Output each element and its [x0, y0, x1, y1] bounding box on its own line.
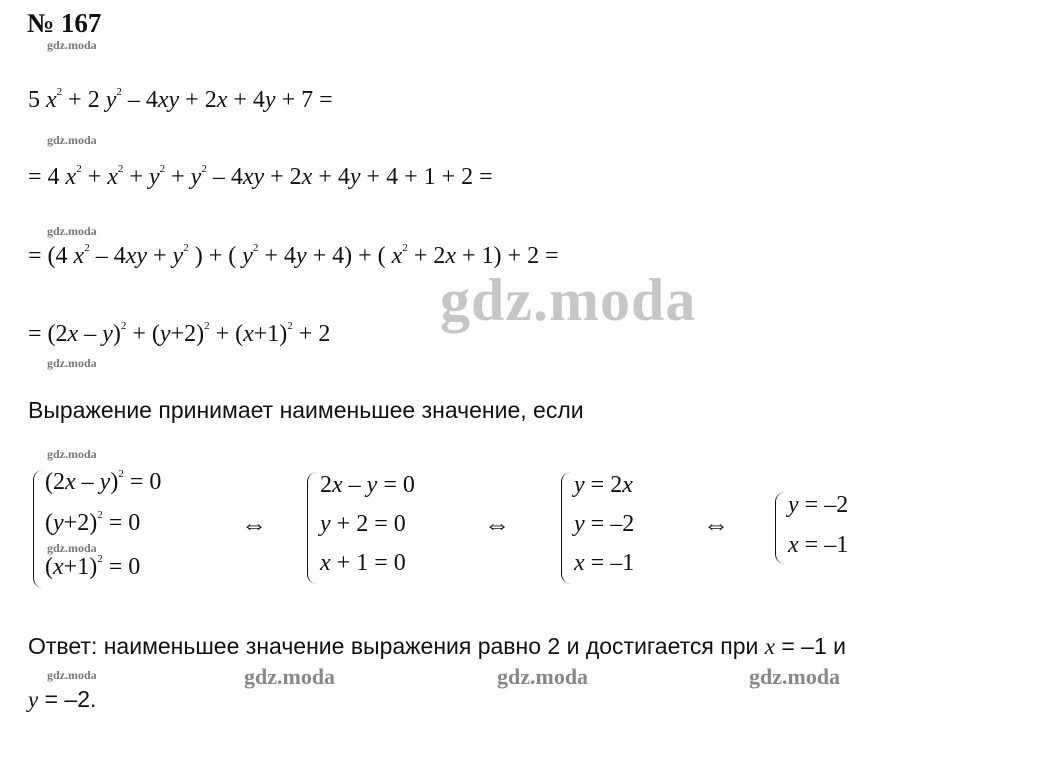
watermark-small: gdz.moda: [47, 224, 97, 238]
answer-line-2: y = –2.: [28, 686, 97, 712]
system-4-brace: [775, 492, 785, 564]
equation-line-3: = (4 $x^2 - 4xy + y^2$ ) + ( $y^2 + 4y + 4$) + ( $x^2 + 2x + 1) + 2$ =: [28, 242, 559, 269]
condition-statement: Выражение принимает наименьшее значение, если: [28, 397, 584, 423]
equation-line-4: = $(2x - y)^2 + (y+2)^2 + (x+1)^2 + 2$: [28, 320, 331, 347]
system-3-row-3: x = –1: [574, 550, 635, 576]
equivalence-symbol: ⇔: [484, 510, 510, 539]
watermark-medium: gdz.moda: [749, 664, 841, 689]
watermark-medium: gdz.moda: [497, 664, 589, 689]
answer-line-1: Ответ: наименьшее значение выражения равно 2 и достигается при x = –1 и: [28, 633, 846, 659]
system-2-brace: [307, 472, 317, 584]
problem-number: № 167: [27, 8, 102, 38]
watermark-large: gdz.moda: [440, 267, 697, 333]
system-4-row-1: y = –2: [788, 492, 849, 518]
watermark-small: gdz.moda: [47, 541, 97, 555]
system-1-row-1: (2x – y)$^2$ = 0: [45, 468, 162, 495]
system-3-row-1: y = 2x: [574, 472, 633, 498]
watermark-small: gdz.moda: [47, 447, 97, 461]
equivalence-symbol: ⇔: [703, 510, 729, 539]
watermark-small: gdz.moda: [47, 356, 97, 370]
watermark-medium: gdz.moda: [244, 664, 336, 689]
watermark-small: gdz.moda: [47, 38, 97, 52]
system-3-brace: [561, 472, 571, 584]
system-1-brace: [33, 470, 43, 588]
equation-line-1: 5 $x^2 + 2$ $y^2 - 4xy + 2x + 4y + 7$ =: [28, 86, 333, 113]
watermark-small: gdz.moda: [47, 133, 97, 147]
system-2-row-2: y + 2 = 0: [320, 511, 406, 537]
system-4-row-2: x = –1: [788, 532, 849, 558]
equation-line-2: = 4 $x^2 + x^2 + y^2 + y^2 - 4xy + 2x + 4y + 4 + 1 + 2$ =: [28, 163, 493, 190]
system-3-row-2: y = –2: [574, 511, 635, 537]
system-2-row-3: x + 1 = 0: [320, 550, 406, 576]
watermark-small: gdz.moda: [47, 668, 97, 682]
system-1-row-2: $(y+2)^2 = 0$: [45, 509, 141, 536]
system-2-row-1: 2x – y = 0: [320, 472, 415, 498]
system-1-row-3: $(x+1)^2 = 0$: [45, 553, 141, 580]
equivalence-symbol: ⇔: [241, 510, 267, 539]
